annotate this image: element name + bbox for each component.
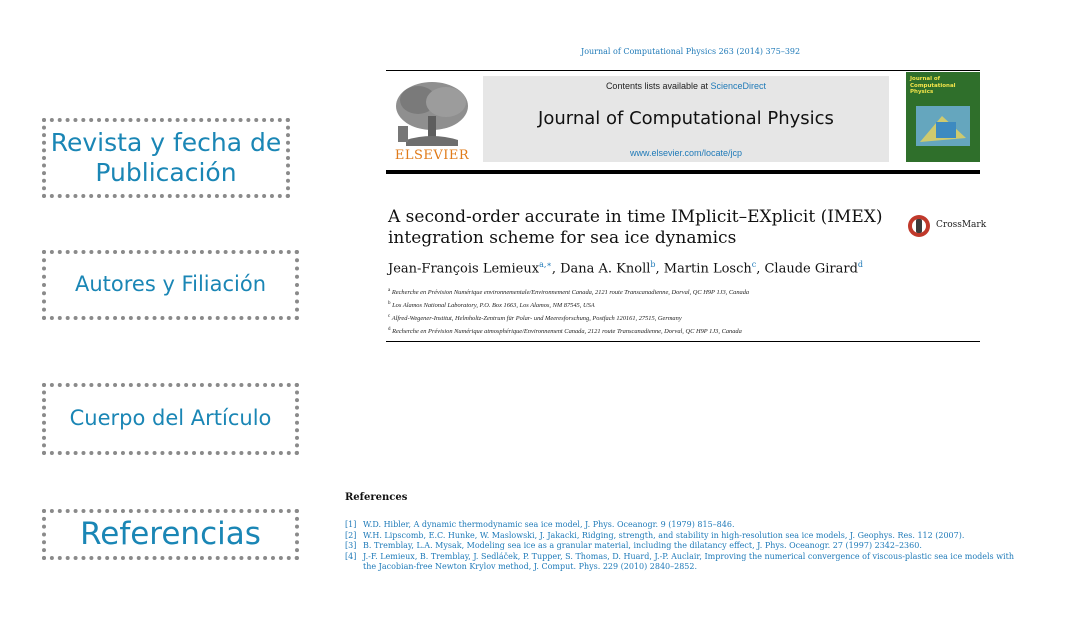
publisher-name: ELSEVIER — [394, 148, 470, 163]
reference-number: [1] — [345, 520, 357, 529]
references-list — [345, 520, 1025, 573]
title-block-rule — [386, 341, 980, 342]
author-name[interactable]: Claude Girard — [764, 261, 858, 277]
author-affiliation-mark[interactable]: c — [751, 260, 757, 269]
reference-number: [3] — [345, 541, 357, 551]
crossmark-label: CrossMark — [936, 220, 987, 230]
affiliation-text: Recherche en Prévision Numérique atmosphérique/Environnement Canada, 2121 route Transcanadienne, Dorval, QC H9P 1J3, Canada — [390, 328, 742, 336]
reference-item[interactable] — [345, 520, 1025, 531]
label-references — [42, 509, 299, 560]
sciencedirect-link[interactable]: ScienceDirect — [710, 81, 767, 91]
affiliation-list — [388, 285, 988, 338]
affiliation-mark: b — [388, 301, 391, 307]
affiliation-text: Recherche en Prévision Numérique environnementale/Environnement Canada, 2121 route Transcanadienne, Dorval, QC H9P 1J3, Canada — [390, 289, 750, 297]
header-thick-rule — [386, 170, 980, 174]
author-separator: , — [551, 261, 561, 277]
affiliation-text: Los Alamos National Laboratory, P.O. Box 1663, Los Alamos, NM 87545, USA — [390, 302, 595, 310]
contents-line — [483, 81, 889, 91]
affiliation-item — [388, 298, 988, 311]
affiliation-item — [388, 311, 988, 324]
label-references-text: Referencias — [80, 515, 261, 552]
affiliation-mark: a — [388, 288, 391, 293]
cover-title: Journal of Computational Physics — [910, 76, 956, 96]
label-article-body — [42, 383, 299, 455]
affiliation-mark: c — [388, 314, 391, 320]
affiliation-text: Alfred-Wegener-Institut, Helmholtz-Zentrum für Polar- und Meeresforschung, Postfach 120161, 27515, Germany — [390, 315, 682, 323]
label-article-body-text: Cuerpo del Artículo — [69, 406, 272, 431]
author-name[interactable]: Dana A. Knoll — [560, 261, 651, 277]
affiliation-mark: d — [388, 327, 391, 333]
journal-reference: Journal of Computational Physics 263 (2014) 375–392 — [581, 47, 801, 56]
contents-prefix: Contents lists available at — [605, 81, 708, 91]
author-separator: , — [756, 261, 765, 277]
label-authors-affiliation-text: Autores y Filiación — [74, 272, 267, 297]
affiliation-item — [388, 324, 988, 337]
crossmark-icon[interactable] — [907, 214, 931, 238]
author-affiliation-mark[interactable]: a,∗ — [539, 260, 552, 269]
author-list — [388, 260, 863, 276]
author-name[interactable]: Martin Losch — [663, 261, 752, 277]
top-rule — [386, 70, 980, 71]
reference-text[interactable]: B. Tremblay, L.A. Mysak, Modeling sea ice as a granular material, including the dilatancy effect, J. Phys. Oceanogr. 27 (1997) 2342–2360. — [363, 541, 922, 551]
reference-number: [2] — [345, 530, 357, 540]
reference-text[interactable]: J.-F. Lemieux, B. Tremblay, J. Sedláček, P. Tupper, S. Thomas, D. Huard, J.-P. Auclair, Improving the numerical convergence of viscous-plastic sea ice models with the Jacobian-free Newton Krylov method, J. Comput. Phys. 229 (2010) 2840–2852. — [363, 551, 1014, 572]
reference-text[interactable]: W.D. Hibler, A dynamic thermodynamic sea ice model, J. Phys. Oceanogr. 9 (1979) 815–846. — [363, 520, 735, 529]
label-journal-date — [42, 118, 290, 198]
reference-item[interactable] — [345, 531, 1025, 542]
cover-graphic — [906, 72, 980, 162]
reference-number: [4] — [345, 551, 357, 561]
author-name[interactable]: Jean-François Lemieux — [388, 261, 540, 277]
affiliation-item — [388, 285, 988, 298]
journal-name: Journal of Computational Physics — [538, 108, 834, 129]
reference-text[interactable]: W.H. Lipscomb, E.C. Hunke, W. Maslowski, J. Jakacki, Ridging, strength, and stability in high-resolution sea ice models, J. Geophys. Res. 112 (2007). — [363, 530, 965, 540]
label-authors-affiliation — [42, 250, 299, 320]
author-affiliation-mark[interactable]: d — [857, 260, 864, 269]
references-heading: References — [345, 492, 408, 503]
article-title: A second-order accurate in time IMplicit–EXplicit (IMEX) integration scheme for sea ice dynamics — [388, 207, 883, 248]
label-journal-date-text: Revista y fecha de Publicación — [50, 127, 282, 187]
reference-item[interactable] — [345, 552, 1025, 573]
author-separator: , — [655, 261, 664, 277]
journal-url-link[interactable]: www.elsevier.com/locate/jcp — [629, 148, 743, 158]
author-affiliation-mark[interactable]: b — [650, 260, 656, 269]
journal-cover-image — [906, 72, 980, 162]
reference-item[interactable] — [345, 541, 1025, 552]
journal-header-box — [483, 76, 889, 162]
